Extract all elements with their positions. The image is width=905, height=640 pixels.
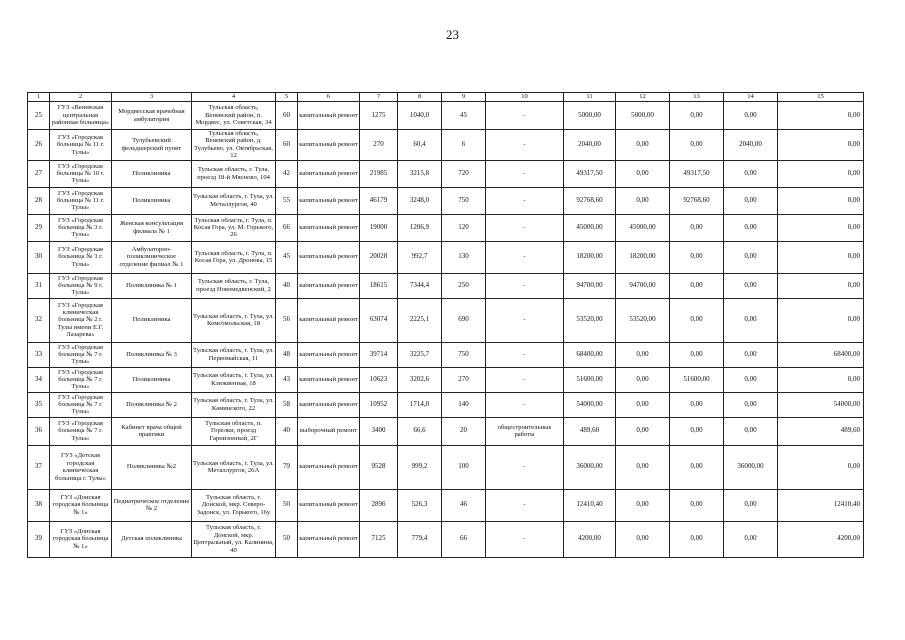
cell-col-9: 750: [442, 187, 486, 214]
cell-col-11: 5000,00: [564, 102, 616, 130]
cell-col-10: -: [486, 273, 564, 298]
cell-col-4: Тульская область, г. Тула, проезд Новомедвенский, 2: [192, 273, 276, 298]
cell-col-6: капитальный ремонт: [298, 521, 360, 557]
cell-col-10: -: [486, 367, 564, 392]
cell-col-13: 0,00: [670, 445, 724, 489]
column-number-4: 4: [192, 93, 276, 102]
cell-col-7: 270: [360, 130, 398, 161]
cell-col-14: 0,00: [724, 489, 778, 521]
cell-col-15: 0,00: [778, 130, 864, 161]
column-number-3: 3: [112, 93, 192, 102]
cell-col-11: 2040,00: [564, 130, 616, 161]
table-row: [28, 130, 864, 161]
cell-col-11: 12410,40: [564, 489, 616, 521]
cell-col-5: 66: [276, 214, 298, 241]
cell-col-8: 779,4: [398, 521, 442, 557]
cell-col-10: -: [486, 130, 564, 161]
cell-col-7: 10623: [360, 367, 398, 392]
column-number-9: 9: [442, 93, 486, 102]
table-row: [28, 445, 864, 489]
cell-col-7: 3400: [360, 417, 398, 445]
cell-col-1: 28: [28, 187, 50, 214]
cell-col-14: 0,00: [724, 273, 778, 298]
cell-col-6: капитальный ремонт: [298, 367, 360, 392]
cell-col-12: 0,00: [616, 445, 670, 489]
cell-col-4: Тульская область, п. Горелки, проезд Гарнизонный, 2Г: [192, 417, 276, 445]
cell-col-2: ГУЗ «Донская городская больница № 1»: [50, 521, 112, 557]
table-row: [28, 367, 864, 392]
cell-col-10: -: [486, 241, 564, 273]
cell-col-7: 19000: [360, 214, 398, 241]
cell-col-10: -: [486, 445, 564, 489]
cell-col-14: 0,00: [724, 417, 778, 445]
cell-col-13: 0,00: [670, 130, 724, 161]
cell-col-13: 49317,50: [670, 160, 724, 187]
cell-col-14: 36000,00: [724, 445, 778, 489]
cell-col-12: 45000,00: [616, 214, 670, 241]
cell-col-1: 31: [28, 273, 50, 298]
cell-col-11: 36000,00: [564, 445, 616, 489]
cell-col-7: 7125: [360, 521, 398, 557]
cell-col-9: 46: [442, 489, 486, 521]
column-number-15: 15: [778, 93, 864, 102]
cell-col-9: 6: [442, 130, 486, 161]
cell-col-11: 53520,00: [564, 298, 616, 342]
cell-col-6: выборочный ремонт: [298, 417, 360, 445]
column-number-7: 7: [360, 93, 398, 102]
cell-col-1: 32: [28, 298, 50, 342]
cell-col-15: 0,00: [778, 102, 864, 130]
cell-col-3: Поликлиника № 2: [112, 392, 192, 417]
cell-col-3: Поликлиника №2: [112, 445, 192, 489]
cell-col-14: 0,00: [724, 214, 778, 241]
column-number-10: 10: [486, 93, 564, 102]
cell-col-6: капитальный ремонт: [298, 342, 360, 367]
cell-col-12: 0,00: [616, 187, 670, 214]
cell-col-4: Тульская область, г. Тула, ул. Каминского, 22: [192, 392, 276, 417]
cell-col-9: 690: [442, 298, 486, 342]
column-numbers-row: [28, 93, 864, 102]
cell-col-11: 68400,00: [564, 342, 616, 367]
cell-col-13: 51600,00: [670, 367, 724, 392]
cell-col-12: 0,00: [616, 392, 670, 417]
cell-col-15: 68400,00: [778, 342, 864, 367]
cell-col-14: 0,00: [724, 367, 778, 392]
cell-col-11: 489,60: [564, 417, 616, 445]
cell-col-8: 3248,0: [398, 187, 442, 214]
cell-col-2: ГУЗ «Городская больница № 7 г. Тулы»: [50, 367, 112, 392]
cell-col-12: 0,00: [616, 130, 670, 161]
table-row: [28, 489, 864, 521]
cell-col-5: 43: [276, 367, 298, 392]
cell-col-13: 0,00: [670, 417, 724, 445]
cell-col-15: 4200,00: [778, 521, 864, 557]
cell-col-2: ГУЗ «Городская больница № 11 г. Тулы»: [50, 187, 112, 214]
cell-col-10: -: [486, 214, 564, 241]
cell-col-6: капитальный ремонт: [298, 489, 360, 521]
table-row: [28, 187, 864, 214]
cell-col-4: Тульская область, г. Тула, ул. Комсомольская, 18: [192, 298, 276, 342]
cell-col-6: капитальный ремонт: [298, 273, 360, 298]
cell-col-9: 270: [442, 367, 486, 392]
cell-col-10: -: [486, 160, 564, 187]
cell-col-8: 1040,0: [398, 102, 442, 130]
cell-col-12: 0,00: [616, 489, 670, 521]
cell-col-15: 489,60: [778, 417, 864, 445]
cell-col-3: Поликлиника № 1: [112, 273, 192, 298]
column-number-2: 2: [50, 93, 112, 102]
cell-col-15: 0,00: [778, 214, 864, 241]
cell-col-6: капитальный ремонт: [298, 298, 360, 342]
cell-col-12: 18200,00: [616, 241, 670, 273]
cell-col-4: Тульская область, г. Донской, мкр. Северо-Задонск, ул. Горького, 16у: [192, 489, 276, 521]
cell-col-4: Тульская область, г. Тула, ул. Клюквенная, 18: [192, 367, 276, 392]
cell-col-7: 2896: [360, 489, 398, 521]
cell-col-8: 1714,0: [398, 392, 442, 417]
cell-col-14: 2040,00: [724, 130, 778, 161]
cell-col-13: 0,00: [670, 102, 724, 130]
table-row: [28, 160, 864, 187]
cell-col-7: 21985: [360, 160, 398, 187]
cell-col-2: ГУЗ «Донская городская больница № 1»: [50, 489, 112, 521]
cell-col-1: 30: [28, 241, 50, 273]
column-number-1: 1: [28, 93, 50, 102]
cell-col-7: 10952: [360, 392, 398, 417]
cell-col-6: капитальный ремонт: [298, 214, 360, 241]
page-number: 23: [446, 27, 459, 42]
cell-col-4: Тульская область, г. Тула, п. Косая Гора, ул. М. Горького, 26: [192, 214, 276, 241]
column-number-6: 6: [298, 93, 360, 102]
cell-col-14: 0,00: [724, 392, 778, 417]
cell-col-13: 0,00: [670, 489, 724, 521]
cell-col-13: 92768,60: [670, 187, 724, 214]
cell-col-10: -: [486, 187, 564, 214]
cell-col-4: Тульская область, Веневский район, д. Тулубьево, ул. Октябрьская, 12: [192, 130, 276, 161]
cell-col-14: 0,00: [724, 187, 778, 214]
cell-col-5: 60: [276, 130, 298, 161]
cell-col-2: ГУЗ «Городская больница № 7 г. Тулы»: [50, 392, 112, 417]
cell-col-2: ГУЗ «Городская больница № 7 г. Тулы»: [50, 342, 112, 367]
cell-col-3: Женская консультация филиала № 1: [112, 214, 192, 241]
table-row: [28, 214, 864, 241]
cell-col-3: Кабинет врача общей практики: [112, 417, 192, 445]
cell-col-5: 60: [276, 102, 298, 130]
cell-col-11: 51600,00: [564, 367, 616, 392]
cell-col-6: капитальный ремонт: [298, 392, 360, 417]
column-number-8: 8: [398, 93, 442, 102]
cell-col-13: 0,00: [670, 241, 724, 273]
cell-col-2: ГУЗ «Городская больница № 9 г. Тулы»: [50, 273, 112, 298]
table-row: [28, 298, 864, 342]
cell-col-5: 58: [276, 392, 298, 417]
cell-col-1: 27: [28, 160, 50, 187]
cell-col-1: 25: [28, 102, 50, 130]
cell-col-12: 0,00: [616, 367, 670, 392]
cell-col-15: 0,00: [778, 367, 864, 392]
cell-col-12: 5000,00: [616, 102, 670, 130]
cell-col-5: 48: [276, 342, 298, 367]
cell-col-10: -: [486, 342, 564, 367]
cell-col-10: -: [486, 489, 564, 521]
cell-col-1: 36: [28, 417, 50, 445]
cell-col-1: 35: [28, 392, 50, 417]
cell-col-9: 20: [442, 417, 486, 445]
cell-col-11: 4200,00: [564, 521, 616, 557]
cell-col-14: 0,00: [724, 521, 778, 557]
cell-col-14: 0,00: [724, 160, 778, 187]
cell-col-8: 2225,1: [398, 298, 442, 342]
cell-col-6: капитальный ремонт: [298, 445, 360, 489]
cell-col-7: 39714: [360, 342, 398, 367]
cell-col-8: 526,3: [398, 489, 442, 521]
cell-col-7: 63074: [360, 298, 398, 342]
cell-col-9: 66: [442, 521, 486, 557]
cell-col-3: Детская поликлиника: [112, 521, 192, 557]
cell-col-3: Педиатрическое отделение № 2: [112, 489, 192, 521]
cell-col-3: Поликлиника № 3: [112, 342, 192, 367]
table-body: [28, 102, 864, 558]
table-row: [28, 102, 864, 130]
cell-col-3: Поликлиника: [112, 187, 192, 214]
cell-col-4: Тульская область, г. Тула, ул. Металлургов, 40: [192, 187, 276, 214]
cell-col-15: 0,00: [778, 241, 864, 273]
cell-col-4: Тульская область, г. Донской, мкр. Центральный, ул. Калинина, 40: [192, 521, 276, 557]
cell-col-4: Тульская область, г. Тула, ул. Металлургов, 26А: [192, 445, 276, 489]
cell-col-2: ГУЗ «Веневская центральная районная больница»: [50, 102, 112, 130]
cell-col-9: 250: [442, 273, 486, 298]
cell-col-15: 0,00: [778, 298, 864, 342]
cell-col-1: 26: [28, 130, 50, 161]
column-number-11: 11: [564, 93, 616, 102]
column-number-12: 12: [616, 93, 670, 102]
cell-col-13: 0,00: [670, 273, 724, 298]
cell-col-11: 54000,00: [564, 392, 616, 417]
cell-col-9: 140: [442, 392, 486, 417]
cell-col-8: 992,7: [398, 241, 442, 273]
cell-col-14: 0,00: [724, 342, 778, 367]
cell-col-1: 29: [28, 214, 50, 241]
cell-col-1: 39: [28, 521, 50, 557]
cell-col-12: 0,00: [616, 160, 670, 187]
table-row: [28, 521, 864, 557]
cell-col-9: 130: [442, 241, 486, 273]
cell-col-11: 49317,50: [564, 160, 616, 187]
cell-col-8: 3215,8: [398, 160, 442, 187]
cell-col-9: 100: [442, 445, 486, 489]
cell-col-10: -: [486, 298, 564, 342]
cell-col-12: 53520,00: [616, 298, 670, 342]
cell-col-12: 0,00: [616, 417, 670, 445]
cell-col-3: Тулубьевский фельдшерский пункт: [112, 130, 192, 161]
column-number-13: 13: [670, 93, 724, 102]
cell-col-15: 0,00: [778, 160, 864, 187]
cell-col-12: 94700,00: [616, 273, 670, 298]
cell-col-3: Мордвесская врачебная амбулатория: [112, 102, 192, 130]
cell-col-6: капитальный ремонт: [298, 241, 360, 273]
cell-col-5: 50: [276, 521, 298, 557]
cell-col-11: 92768,60: [564, 187, 616, 214]
cell-col-12: 0,00: [616, 521, 670, 557]
cell-col-2: ГУЗ «Городская больница № 3 г. Тулы»: [50, 241, 112, 273]
cell-col-11: 45000,00: [564, 214, 616, 241]
cell-col-9: 120: [442, 214, 486, 241]
cell-col-6: капитальный ремонт: [298, 102, 360, 130]
cell-col-8: 7344,4: [398, 273, 442, 298]
cell-col-15: 0,00: [778, 445, 864, 489]
cell-col-7: 9528: [360, 445, 398, 489]
cell-col-9: 45: [442, 102, 486, 130]
cell-col-15: 54000,00: [778, 392, 864, 417]
cell-col-5: 55: [276, 187, 298, 214]
cell-col-1: 38: [28, 489, 50, 521]
cell-col-14: 0,00: [724, 298, 778, 342]
cell-col-5: 56: [276, 298, 298, 342]
cell-col-15: 0,00: [778, 187, 864, 214]
cell-col-15: 0,00: [778, 273, 864, 298]
cell-col-1: 34: [28, 367, 50, 392]
cell-col-8: 999,2: [398, 445, 442, 489]
cell-col-4: Тульская область, г. Тула, п. Косая Гора, ул. Дронова, 15: [192, 241, 276, 273]
table-row: [28, 417, 864, 445]
cell-col-2: ГУЗ «Городская больница № 11 г. Тулы»: [50, 130, 112, 161]
cell-col-7: 46179: [360, 187, 398, 214]
facilities-table: [27, 92, 864, 558]
cell-col-8: 66,6: [398, 417, 442, 445]
cell-col-8: 3202,6: [398, 367, 442, 392]
cell-col-8: 3225,7: [398, 342, 442, 367]
cell-col-5: 50: [276, 489, 298, 521]
cell-col-5: 45: [276, 241, 298, 273]
cell-col-3: Поликлиника: [112, 367, 192, 392]
cell-col-13: 0,00: [670, 342, 724, 367]
cell-col-7: 18615: [360, 273, 398, 298]
cell-col-3: Амбулаторно-поликлиническое отделение филиал № 1: [112, 241, 192, 273]
cell-col-14: 0,00: [724, 102, 778, 130]
cell-col-13: 0,00: [670, 392, 724, 417]
cell-col-7: 20028: [360, 241, 398, 273]
cell-col-9: 750: [442, 342, 486, 367]
cell-col-7: 1275: [360, 102, 398, 130]
table-row: [28, 392, 864, 417]
cell-col-2: ГУЗ «Городская больница № 7 г. Тулы»: [50, 417, 112, 445]
table-row: [28, 273, 864, 298]
cell-col-4: Тульская область, г. Тула, ул. Первомайская, 11: [192, 342, 276, 367]
cell-col-8: 60,4: [398, 130, 442, 161]
cell-col-2: ГУЗ «Детская городская клиническая больница г. Тулы»: [50, 445, 112, 489]
cell-col-13: 0,00: [670, 298, 724, 342]
cell-col-10: -: [486, 392, 564, 417]
cell-col-2: ГУЗ «Городская больница № 3 г. Тулы»: [50, 214, 112, 241]
column-number-14: 14: [724, 93, 778, 102]
cell-col-9: 720: [442, 160, 486, 187]
cell-col-11: 18200,00: [564, 241, 616, 273]
cell-col-15: 12410,40: [778, 489, 864, 521]
table-row: [28, 241, 864, 273]
cell-col-2: ГУЗ «Городская клиническая больница № 2 г. Тулы имени Е.Г. Лазарева»: [50, 298, 112, 342]
cell-col-1: 37: [28, 445, 50, 489]
cell-col-2: ГУЗ «Городская больница № 10 г. Тулы»: [50, 160, 112, 187]
cell-col-10: -: [486, 521, 564, 557]
cell-col-10: общестроительные работы: [486, 417, 564, 445]
cell-col-14: 0,00: [724, 241, 778, 273]
cell-col-10: -: [486, 102, 564, 130]
cell-col-8: 1206,9: [398, 214, 442, 241]
cell-col-5: 42: [276, 160, 298, 187]
cell-col-11: 94700,00: [564, 273, 616, 298]
cell-col-12: 0,00: [616, 342, 670, 367]
cell-col-13: 0,00: [670, 521, 724, 557]
cell-col-5: 40: [276, 417, 298, 445]
cell-col-4: Тульская область, г. Тула, проезд 18-й Мясново, 104: [192, 160, 276, 187]
cell-col-6: капитальный ремонт: [298, 130, 360, 161]
cell-col-6: капитальный ремонт: [298, 160, 360, 187]
table-row: [28, 342, 864, 367]
cell-col-13: 0,00: [670, 214, 724, 241]
cell-col-6: капитальный ремонт: [298, 187, 360, 214]
cell-col-5: 40: [276, 273, 298, 298]
cell-col-1: 33: [28, 342, 50, 367]
cell-col-3: Поликлиника: [112, 160, 192, 187]
cell-col-4: Тульская область, Веневский район, п. Мордвес, ул. Советская, 34: [192, 102, 276, 130]
cell-col-5: 79: [276, 445, 298, 489]
cell-col-3: Поликлиника: [112, 298, 192, 342]
column-number-5: 5: [276, 93, 298, 102]
